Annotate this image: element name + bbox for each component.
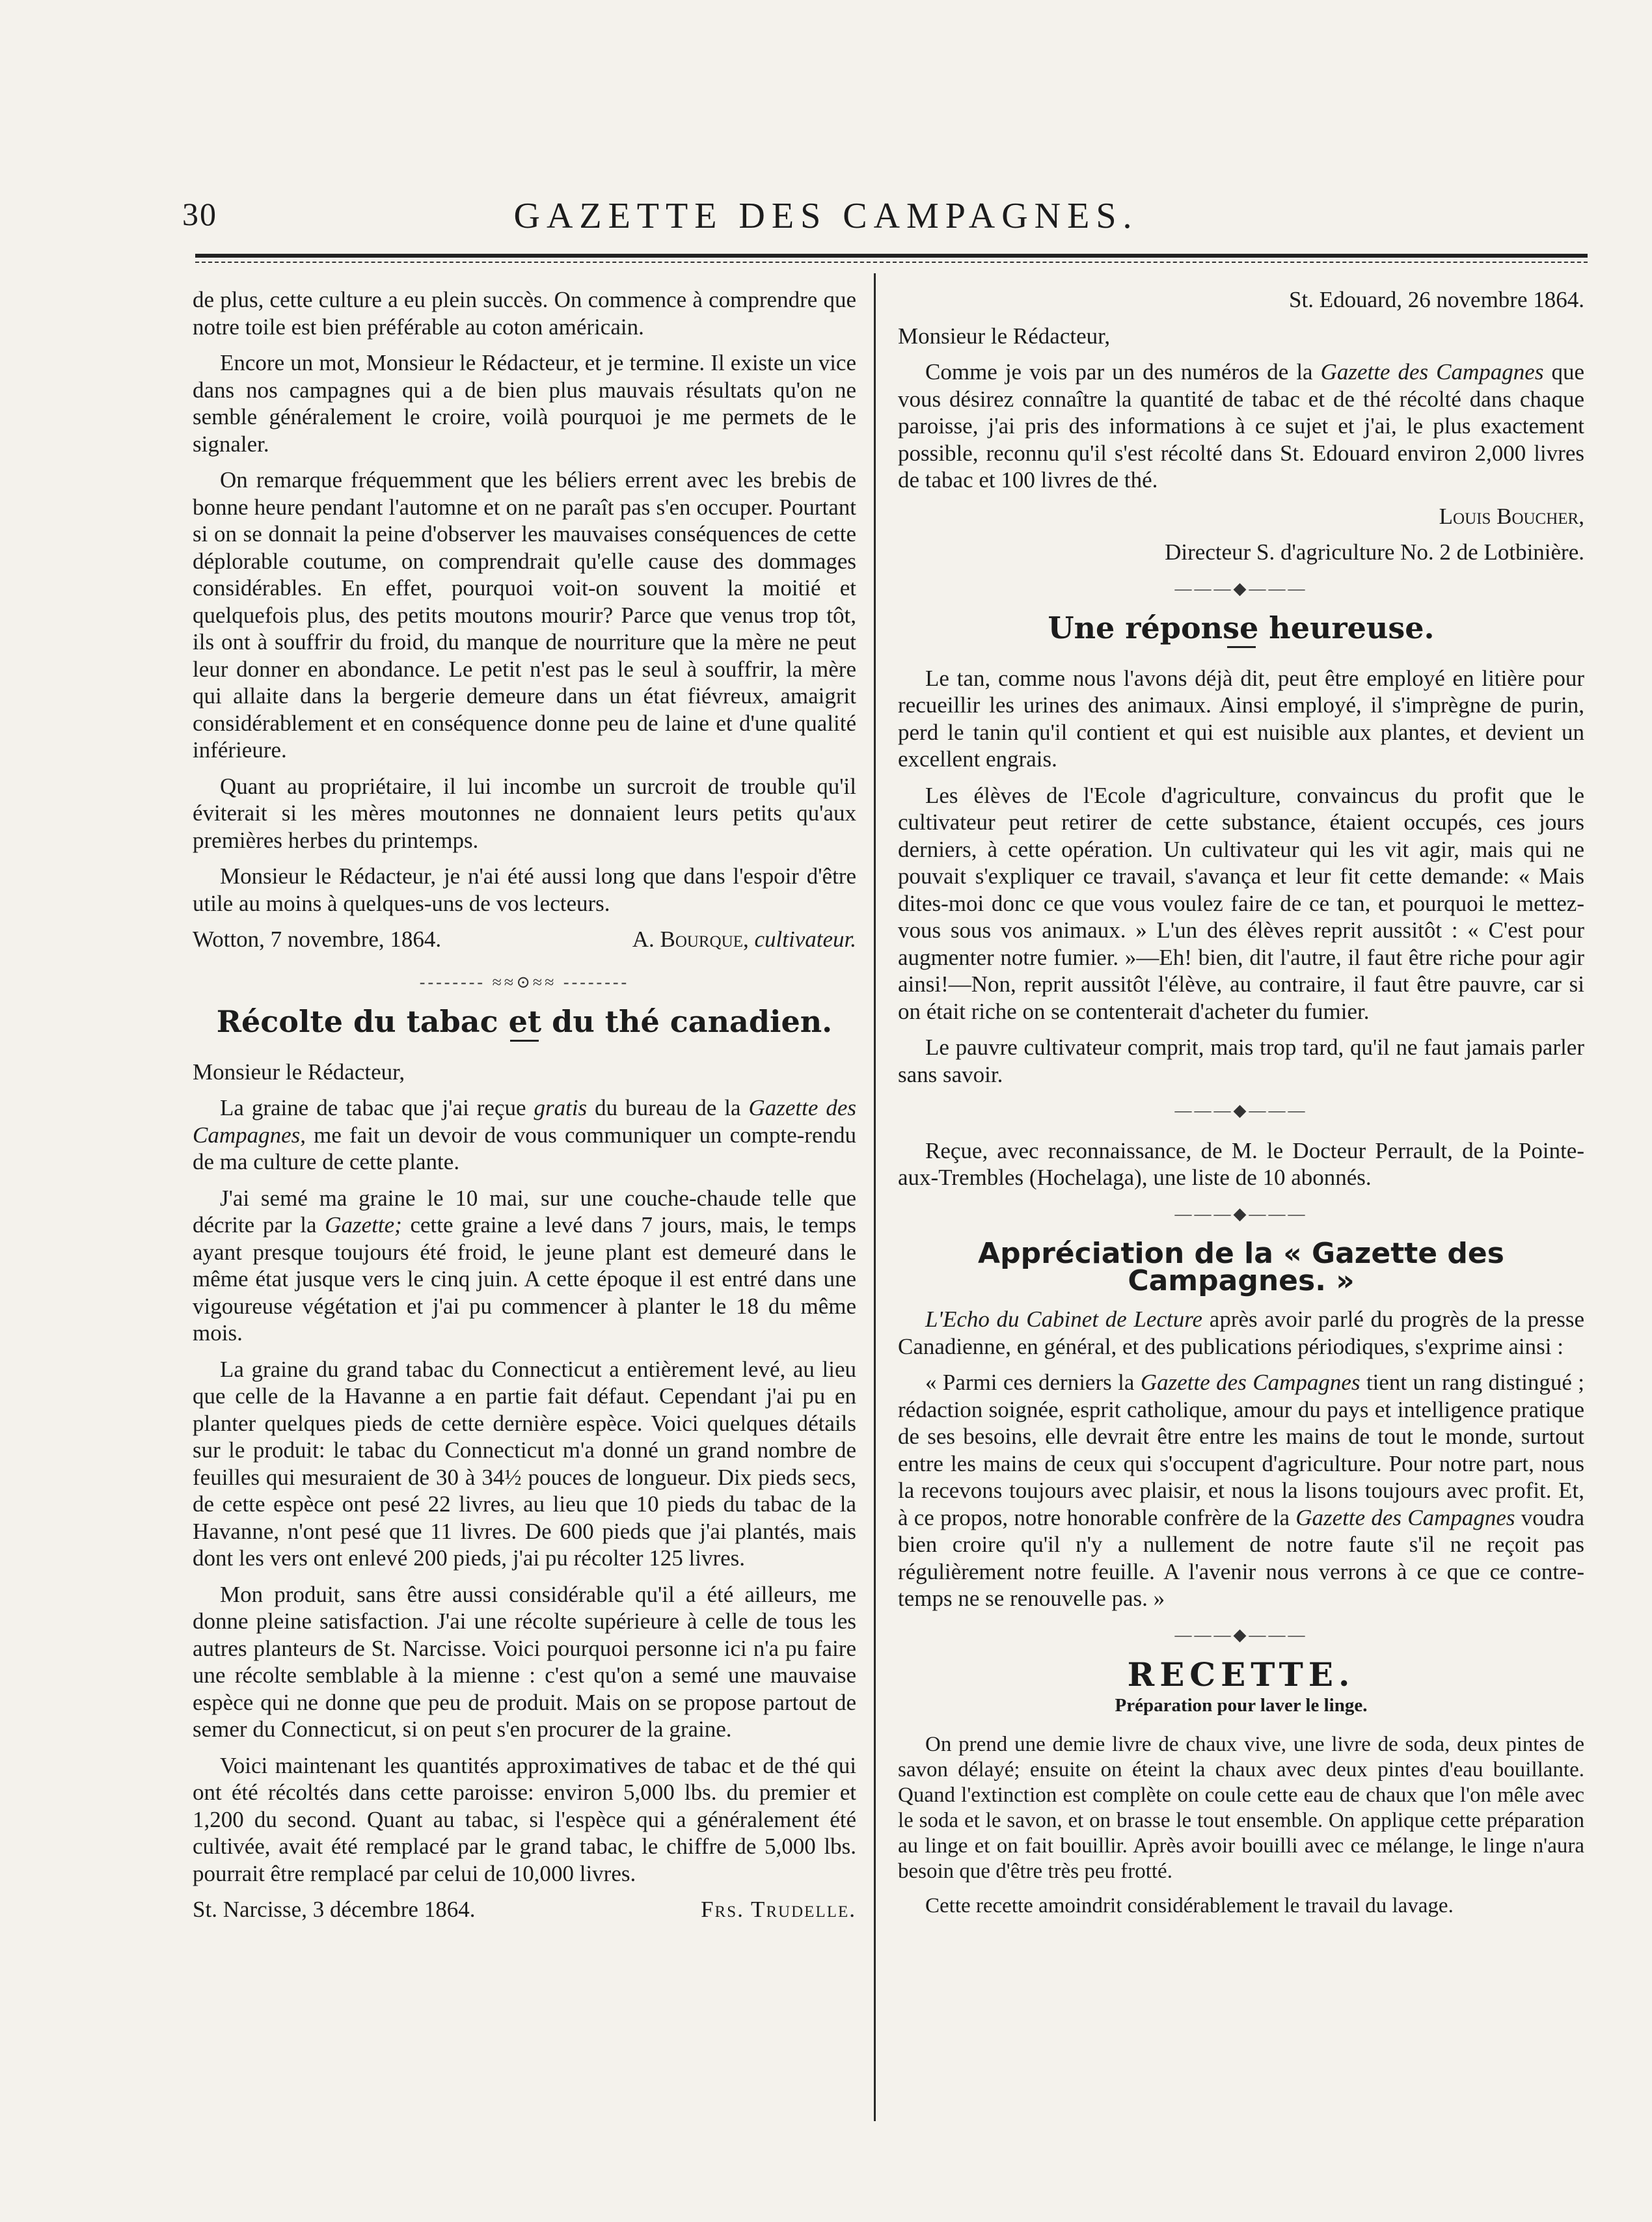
text-run: me fait un devoir de vous communiquer un compte-rendu de ma culture de cette plante. bbox=[193, 1122, 856, 1174]
text-run: voudra bien croire qu'il n'y a nullement de notre faute s'il ne reçoit pas régulièrement notre feuille. A l'avenir nous verrons à ce que ce contre-temps ne se renouvelle pas. » bbox=[898, 1504, 1584, 1611]
text-run: La graine de tabac que j'ai reçue bbox=[220, 1095, 526, 1120]
paragraph: La graine du grand tabac du Connecticut a entièrement levé, au lieu que celle de la Havanne a en partie fait défaut. Cependant j'ai pu en planter quelques pieds de cette dernière espèce. Voici quelques détails sur le produit: le tabac du Connecticut m'a donné un grand nombre de feuilles qui mesuraient de 30 à 34½ pouces de longueur. Dix pieds secs, de cette espèce ont pesé 22 livres, au lieu que 10 pieds du tabac de la Havanne, n'ont pesé que 11 livres. De 600 pieds que j'ai plantés, mais dont les vers ont enlevé 200 pieds, j'ai pu récolter 125 livres. bbox=[193, 1356, 856, 1571]
text-run: « Parmi ces derniers la bbox=[925, 1370, 1135, 1395]
text-run: cette graine a levé dans 7 jours, mais, le temps ayant presque toujours été froid, le jeune plant est demeuré dans le même état jusque vers le cinq juin. A cette époque il est entré dans une vigoureuse végétation et j'ai pu commencer à planter le 18 du même mois. bbox=[193, 1212, 857, 1346]
masthead: GAZETTE DES CAMPAGNES. bbox=[513, 196, 1139, 236]
salutation: Monsieur le Rédacteur, bbox=[193, 1059, 405, 1085]
column-divider bbox=[874, 273, 876, 2121]
signature-line bbox=[193, 1896, 856, 1923]
article-title: Une réponse heureuse. bbox=[1048, 610, 1435, 645]
ornament-divider: ———◆——— bbox=[1174, 1101, 1308, 1120]
paragraph: Quant au propriétaire, il lui incombe un surcroit de trouble qu'il éviterait si les mères moutonnes ne donnaient leurs petits qu'aux premières herbes du printemps. bbox=[193, 773, 856, 853]
header-rule bbox=[195, 254, 1588, 258]
ornament-divider: ———◆——— bbox=[1174, 1204, 1308, 1223]
paragraph: Les élèves de l'Ecole d'agriculture, convaincus du profit que le cultivateur peut retirer de cette substance, étaient occupés, ces jours derniers, à cette opération. Un cultivateur qui les vit agir, mais qui ne pouvait s'expliquer ce travail, s'avança et leur fit cette demande: « Mais dites-moi donc ce que vous voulez faire de ce tan, et pourquoi le mettez-vous sous vos animaux. » L'un des élèves reprit aussitôt : « C'est pour augmenter notre fumier. »—Eh! bien, dit l'autre, il faut être riche pour agir ainsi!—Non, reprit aussitôt l'élève, au contraire, il faut être pauvre, car si on était riche on se contenterait d'acheter du fumier. bbox=[898, 782, 1584, 1024]
text-run: du bureau de la bbox=[595, 1095, 741, 1120]
signature-name: A. Bourque, bbox=[632, 927, 749, 952]
text-run: après avoir parlé du progrès de la presse Canadienne, en général, et des publications périodiques, s'exprime ainsi : bbox=[898, 1307, 1585, 1359]
paragraph: Cette recette amoindrit considérablement le travail du lavage. bbox=[925, 1894, 1454, 1917]
paragraph bbox=[193, 1185, 856, 1347]
ornament-divider: ———◆——— bbox=[1174, 578, 1308, 598]
left-column bbox=[193, 286, 856, 1939]
article-title: Appréciation de la « Gazette des Campagnes. » bbox=[978, 1237, 1504, 1297]
paragraph bbox=[193, 1094, 856, 1176]
article-subtitle: Préparation pour laver le linge. bbox=[1115, 1694, 1368, 1716]
signer-role: Directeur S. d'agriculture No. 2 de Lotbinière. bbox=[1165, 539, 1584, 565]
text-run: que vous désirez connaître la quantité de tabac et de thé récolté dans chaque paroisse, j'ai pris des informations à ce sujet et j'ai, le plus exactement possible, reconnu qu'il s'est récolté dans St. Edouard environ 2,000 livres de tabac et 100 livres de thé. bbox=[898, 359, 1584, 493]
signature-author bbox=[632, 926, 856, 953]
article-title: RECETTE. bbox=[1127, 1655, 1355, 1694]
text-run: gratis bbox=[534, 1095, 588, 1120]
right-column bbox=[898, 286, 1584, 1928]
article-title: Récolte du tabac et du thé canadien. bbox=[216, 1004, 833, 1039]
page-number: 30 bbox=[182, 196, 217, 232]
paragraph: Monsieur le Rédacteur, je n'ai été aussi long que dans l'espoir d'être utile au moins à quelques-uns de vos lecteurs. bbox=[193, 863, 856, 916]
text-run: L'Echo du Cabinet de Lecture bbox=[925, 1307, 1203, 1332]
title-dash bbox=[1227, 646, 1256, 648]
signature-place: Wotton, 7 novembre, 1864. bbox=[193, 927, 442, 952]
text-run: Comme je vois par un des numéros de la bbox=[925, 359, 1313, 385]
paragraph bbox=[898, 1369, 1584, 1612]
signer-name: Louis Boucher, bbox=[1439, 503, 1584, 529]
text-run: J'ai semé ma graine le 10 mai, sur une couche-chaude telle que décrite par la bbox=[193, 1185, 856, 1238]
signature-place: St. Narcisse, 3 décembre 1864. bbox=[193, 1897, 476, 1922]
text-run: Gazette des Campagnes bbox=[1140, 1370, 1361, 1395]
text-run: Gazette des Campagnes, bbox=[193, 1095, 856, 1148]
header-rule-dashed bbox=[195, 262, 1588, 263]
signature-name: Frs. Trudelle. bbox=[701, 1897, 856, 1922]
title-dash bbox=[510, 1040, 539, 1042]
paragraph: Mon produit, sans être aussi considérable qu'il a été ailleurs, me donne pleine satisfaction. J'ai une récolte supérieure à celle de tous les autres planteurs de St. Narcisse. Voici pourquoi personne ici n'a pu faire une récolte semblable à la mienne : c'est qu'on a semé une mauvaise espèce qui ne donne que peu de produit. Mais on se propose partout de semer du Connecticut, si on peut s'en procurer de la graine. bbox=[193, 1581, 856, 1742]
ornament-divider: -------- ≈≈⊙≈≈ -------- bbox=[419, 972, 630, 992]
text-run: Gazette des Campagnes bbox=[1295, 1504, 1515, 1530]
dateline: St. Edouard, 26 novembre 1864. bbox=[1289, 287, 1584, 312]
ornament-divider: ———◆——— bbox=[1174, 1625, 1308, 1644]
paragraph bbox=[898, 1306, 1584, 1360]
paragraph: de plus, cette culture a eu plein succès. On commence à comprendre que notre toile est bien préférable au coton américain. bbox=[193, 287, 856, 340]
paragraph bbox=[898, 359, 1584, 494]
signature-role: cultivateur. bbox=[754, 927, 856, 952]
text-run: Gazette des Campagnes bbox=[1320, 359, 1544, 385]
paragraph: On remarque fréquemment que les béliers errent avec les brebis de bonne heure pendant l'automne et on ne paraît pas s'en occuper. Pourtant si on se donnait la peine d'observer les mauvaises conséquences de cette déplorable coutume, on comprendrait qu'elle cause des dommages considérables. En effet, pourquoi voit-on souvent la moitié et quelquefois plus, des petits moutons mourir? Parce que venus trop tôt, ils ont à souffrir du froid, du manque de nourriture que la mère ne peut leur donner en abondance. Le petit n'est pas le seul à souffrir, la mère qui allaite dans la bergerie demeure dans un état fiévreux, amaigrit considérablement et en conséquence donne peu de laine et d'une qualité inférieure. bbox=[193, 467, 856, 763]
paragraph: Voici maintenant les quantités approximatives de tabac et de thé qui ont été récoltés dans cette paroisse: environ 5,000 lbs. du premier et 1,200 du second. Quant au tabac, si l'espèce qui a généralement été cultivée, avait été remplacé par le grand tabac, le chiffre de 5,000 lbs. pourrait être remplacé par celui de 10,000 livres. bbox=[193, 1752, 856, 1886]
text-run: Gazette; bbox=[325, 1212, 402, 1238]
paragraph: Le tan, comme nous l'avons déjà dit, peut être employé en litière pour recueillir les urines des animaux. Ainsi employé, il s'imprègne de purin, perd le tanin qu'il contient et qui est nuisible aux plantes, et devient un excellent engrais. bbox=[898, 665, 1584, 772]
salutation: Monsieur le Rédacteur, bbox=[898, 323, 1111, 349]
paragraph: Le pauvre cultivateur comprit, mais trop tard, qu'il ne faut jamais parler sans savoir. bbox=[898, 1035, 1584, 1087]
paragraph: On prend une demie livre de chaux vive, une livre de soda, deux pintes de savon délayé; ensuite on éteint la chaux avec deux pintes d'eau bouillante. Quand l'extinction est complète on coule cette eau de chaux que l'on mêle avec le soda et le savon, et on brasse le tout ensemble. On applique cette préparation au linge et on fait bouillir. Après avoir bouilli avec ce mélange, le linge n'aura besoin que d'être très peu frotté. bbox=[898, 1733, 1584, 1883]
paragraph: Reçue, avec reconnaissance, de M. le Docteur Perrault, de la Pointe-aux-Trembles (Hochelaga), une liste de 10 abonnés. bbox=[898, 1137, 1584, 1190]
signature-line bbox=[193, 926, 856, 953]
text-run: tient un rang distingué ; rédaction soignée, esprit catholique, amour du pays et intelligence pratique de ses besoins, elle devrait être entre les mains de tout le monde, surtout entre les mains de ceux qui s'occupent d'agriculture. Pour notre part, nous la recevons toujours avec plaisir, et nous la lisons toujours avec profit. Et, à ce propos, notre honorable confrère de la bbox=[898, 1370, 1585, 1530]
paragraph: Encore un mot, Monsieur le Rédacteur, et je termine. Il existe un vice dans nos campagnes qui a de bien plus mauvais résultats qu'on ne semble généralement le croire, voilà pourquoi je me permets de le signaler. bbox=[193, 350, 856, 457]
